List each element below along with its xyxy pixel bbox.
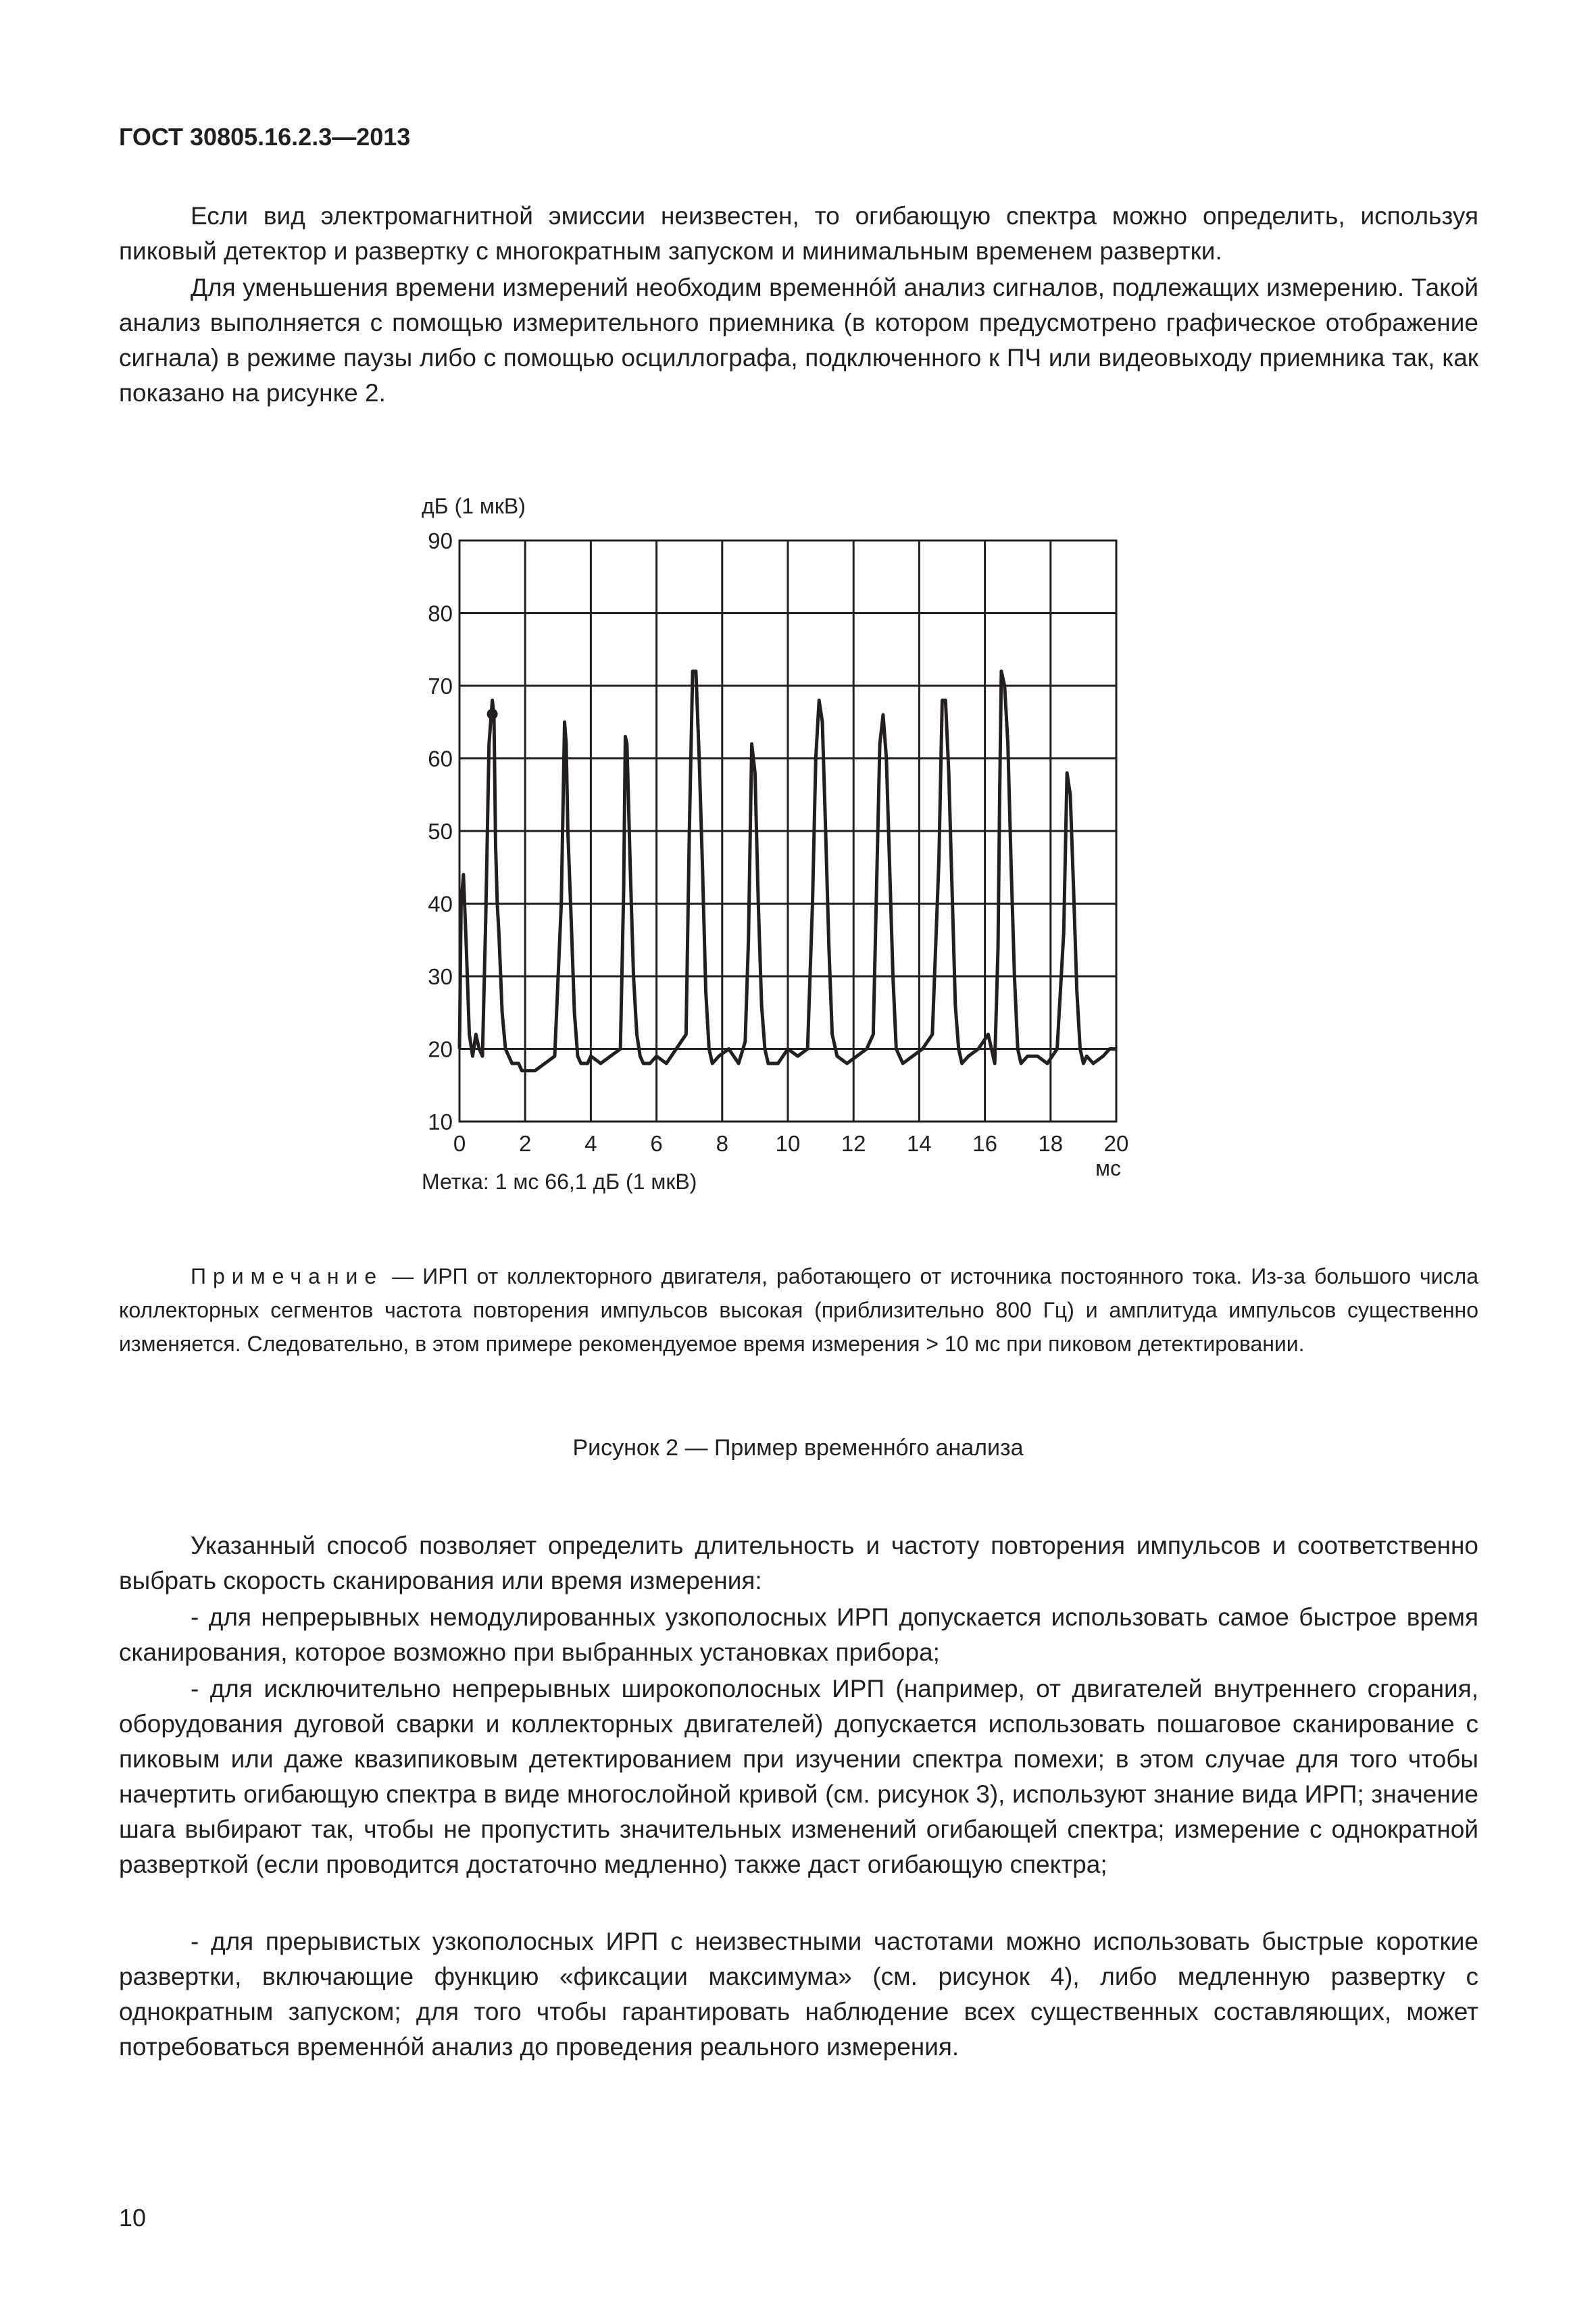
x-tick-label: 0 [453,1131,466,1156]
y-tick-label: 90 [428,528,453,553]
y-tick-label: 20 [428,1036,453,1062]
y-tick-label: 50 [428,819,453,844]
paragraph-2: Для уменьшения времени измерений необходим временнóй анализ сигналов, подлежащих измерению. Такой анализ выполняется с помощью измерительного приемника (в котором предусмотрено графическое отображение сигнала) в режиме паузы либо с помощью осциллографа, подключенного к ПЧ или видеовыходу приемника так, как показано на рисунке 2. [119,274,1478,407]
y-tick-label: 10 [428,1109,453,1134]
time-analysis-chart [378,486,1216,1203]
note-text: — ИРП от коллекторного двигателя, работающего от источника постоянного тока. Из-за большого числа коллекторных сегментов частота повторения импульсов высокая (приблизительно 800 Гц) и амплитуда импульсов существенно изменяется. Следовательно, в этом примере рекомендуемое время измерения > 10 мс при пиковом детектировании. [119,1264,1478,1356]
paragraph-3: Указанный способ позволяет определить длительность и частоту повторения импульсов и соответственно выбрать скорость сканирования или время измерения: [119,1532,1478,1594]
x-tick-label: 18 [1038,1131,1064,1156]
x-tick-label: 2 [519,1131,532,1156]
x-tick-label: 4 [584,1131,597,1156]
y-tick-label: 30 [428,964,453,989]
x-tick-label: 20 [1103,1131,1129,1156]
x-tick-label: 14 [907,1131,932,1156]
x-axis-unit-label: мс [1095,1156,1121,1180]
x-tick-label: 12 [841,1131,866,1156]
list-item-2: - для исключительно непрерывных широкополосных ИРП (например, от двигателей внутреннего сгорания, оборудования дуговой сварки и коллекторных двигателей) допускается использовать пошаговое сканирование с пиковым или даже квазипиковым детектированием при изучении спектра помехи; в этом случае для того чтобы начертить огибающую спектра в виде многослойной кривой (см. рисунок 3), используют знание вида ИРП; значение шага выбирают так, чтобы не пропустить значительных изменений огибающей спектра; измерение с однократной разверткой (если проводится достаточно медленно) также даст огибающую спектра; [119,1675,1478,1878]
figure-caption: Рисунок 2 — Пример временнóго анализа [572,1435,1024,1461]
y-tick-label: 70 [428,674,453,699]
y-axis-label: дБ (1 мкВ) [422,494,526,518]
page-header: ГОСТ 30805.16.2.3—2013 [119,123,411,151]
x-tick-label: 6 [650,1131,663,1156]
marker-readout: Метка: 1 мс 66,1 дБ (1 мкВ) [422,1169,697,1194]
x-tick-label: 16 [972,1131,997,1156]
page-number: 10 [119,2204,147,2232]
x-tick-label: 8 [716,1131,728,1156]
list-item-3: - для прерывистых узкополосных ИРП с неизвестными частотами можно использовать быстрые короткие развертки, включающие функцию «фиксации максимума» (см. рисунок 4), либо медленную развертку с однократным запуском; для того чтобы гарантировать наблюдение всех существенных составляющих, может потребоваться временнóй анализ до проведения реального измерения. [119,1928,1478,2061]
marker-point [487,709,498,720]
y-tick-label: 80 [428,601,453,626]
paragraph-1: Если вид электромагнитной эмиссии неизвестен, то огибающую спектра можно определить, используя пиковый детектор и развертку с многократным запуском и минимальным временем развертки. [119,202,1478,265]
x-tick-label: 10 [775,1131,801,1156]
figure-note [119,1259,1478,1361]
y-tick-label: 60 [428,746,453,772]
note-label: Примечание [191,1264,384,1288]
y-tick-label: 40 [428,891,453,917]
list-item-1: - для непрерывных немодулированных узкополосных ИРП допускается использовать самое быстрое время сканирования, которое возможно при выбранных установках прибора; [119,1603,1478,1666]
